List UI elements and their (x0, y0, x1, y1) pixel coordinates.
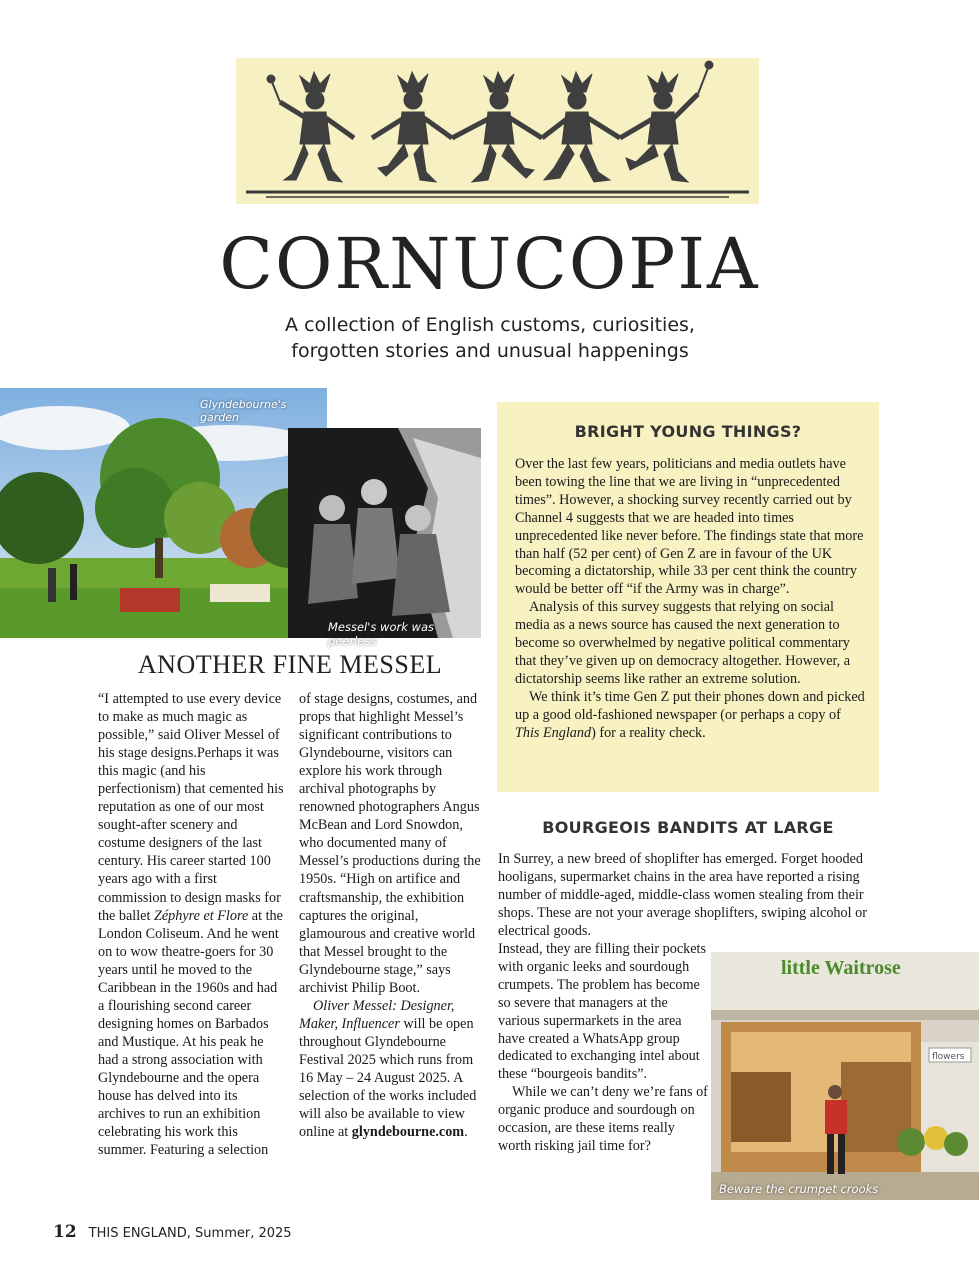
article-paragraph (299, 997, 487, 1141)
jester-figure (620, 61, 713, 182)
waitrose-sign-text: little Waitrose (781, 957, 901, 979)
exhibition-title: Oliver Messel: Designer, Maker, Influencer (299, 997, 455, 1032)
ballet-title: Zéphyre et Flore (153, 907, 249, 924)
dancing-jesters-illustration (236, 58, 759, 204)
paragraph-text: at the London Coliseum. And he went on to wow theatre-goers for 30 years until he moved to the Caribbean in the 1960s and had a flourishing second career designing homes on Barbados and Mustique. At his peak he had a strong association with Glyndebourne and the opera house has delved into its archives to run an exhibition celebrating his work this summer. Featuring a selection (98, 907, 283, 1159)
paragraph-text: “I attempted to use every device to make as much magic as possible,” said Oliver Messel of his stage designs.Perhaps it was this magic (and his perfectionism) that cemented his reputation as one of our most sought-after scenery and costume designers of the last century. His career started 100 years ago with a first commission to design masks for the ballet (98, 691, 284, 924)
article-paragraph (515, 689, 867, 743)
bright-young-things-box (497, 402, 879, 792)
jester-banner (236, 58, 759, 204)
page-number: 12 (53, 1222, 77, 1242)
article-paragraph: Over the last few years, politicians and media outlets have been towing the line that we are living in “unprecedented times”. However, a shocking survey recently carried out by Channel 4 suggests that we are headed into times unprecedented like never before. The findings state that more than half (52 per cent) of Gen Z are in favour of the UK becoming a dictatorship, while 33 per cent think the country would be better off “if the Army was in charge”. (515, 456, 864, 598)
messel-image (288, 428, 481, 638)
subtitle-line: forgotten stories and unusual happenings (291, 340, 689, 362)
glyndebourne-garden-photo (0, 388, 327, 638)
garden-image (0, 388, 327, 638)
photo-caption: Glyndebourne's garden (200, 398, 287, 424)
article-paragraph: While we can’t deny we’re fans of organic produce and sourdough on occasion, are these items really worth risking jail time for? (498, 1084, 708, 1154)
article-column (98, 690, 286, 1159)
magazine-title: This England (515, 724, 592, 741)
article-headline: BOURGEOIS BANDITS AT LARGE (542, 818, 834, 837)
article-paragraph: In Surrey, a new breed of shoplifter has emerged. Forget hooded hooligans, supermarket chains in the area have reported a rising number of middle-aged, middle-class women stealing from their shops. These are not your average shoplifters, swiping alcohol or electrical goods. (498, 851, 867, 939)
website-link[interactable]: glyndebourne.com (351, 1124, 465, 1141)
paragraph-text: We think it’s time Gen Z put their phones down and picked up a good old-fashioned newspaper (or perhaps a copy of (515, 688, 865, 723)
messel-stage-photo (288, 428, 481, 648)
page-subtitle (200, 312, 780, 364)
waitrose-store-photo (711, 952, 979, 1200)
jester-figure (267, 72, 354, 182)
jester-figure (542, 72, 620, 182)
subtitle-line: A collection of English customs, curiosities, (285, 314, 695, 336)
store-image (711, 952, 979, 1200)
page-footer (53, 1222, 292, 1242)
paragraph-text: ) for a reality check. (591, 724, 706, 741)
jester-figure (372, 72, 452, 182)
article-body (498, 941, 708, 1156)
photo-caption: Beware the crumpet crooks (719, 1182, 879, 1196)
article-headline: BRIGHT YOUNG THINGS? (574, 422, 802, 441)
article-paragraph: of stage designs, costumes, and props that highlight Messel’s significant contributions to Glyndebourne, visitors can explore his work through archival photographs by renowned photographers Angus McBean and Lord Snowdon, who documented many of Messel’s productions during the 1950s. “High on artifice and craftsmanship, the exhibition captures the original, glamourous and creative world that Messel brought to the Glyndebourne stage,” says archivist Philip Boot. (299, 691, 481, 996)
photo-caption: Messel's work was peerless (328, 620, 434, 648)
article-headline: ANOTHER FINE MESSEL (137, 650, 443, 679)
paragraph-text: . (464, 1124, 468, 1141)
article-column (299, 690, 487, 1141)
page-title: CORNUCOPIA (219, 223, 760, 305)
publication-info: THIS ENGLAND, Summer, 2025 (88, 1226, 292, 1241)
article-paragraph (98, 690, 286, 1159)
jester-figure (452, 72, 542, 182)
article-paragraph: Instead, they are filling their pockets with organic leeks and sourdough crumpets. The problem has become so severe that managers at the various supermarkets in the area have created a WhatsApp group dedicated to exchanging intel about these “bourgeois bandits”. (498, 941, 707, 1083)
flowers-sign-text: flowers (932, 1052, 965, 1062)
article-body (498, 851, 884, 941)
paragraph-text: will be open throughout Glyndebourne Festival 2025 which runs from 16 May – 24 August 2025. A selection of the works included will also be available to view online at (299, 1015, 477, 1141)
article-body (515, 456, 867, 743)
article-paragraph: Analysis of this survey suggests that relying on social media as a news source has caused the next generation to become so overwhelmed by negative political commentary that they’ve given up on democracy altogether. However, a dictatorship seems like rather an extreme solution. (515, 599, 851, 687)
